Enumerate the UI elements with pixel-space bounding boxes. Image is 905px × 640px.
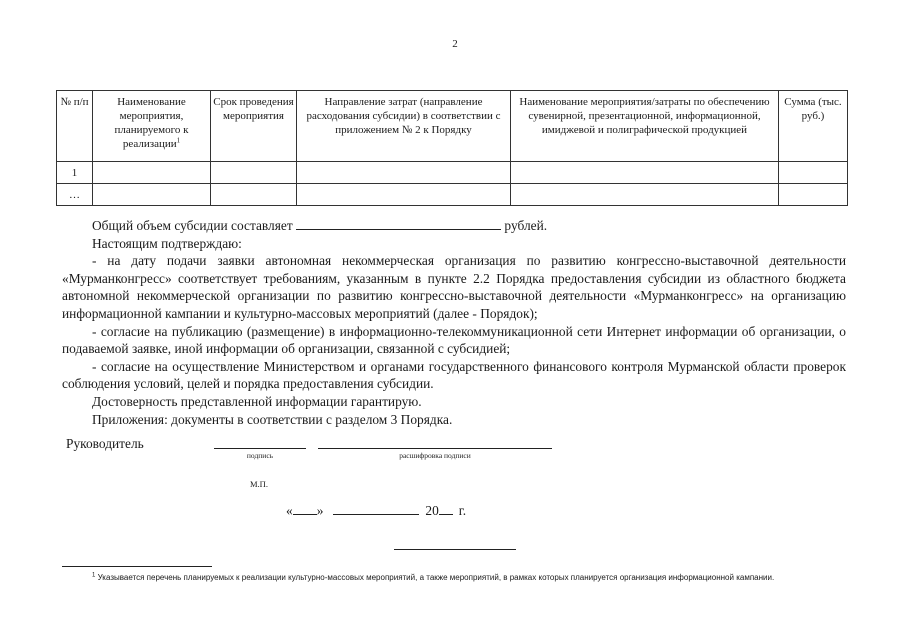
confirm-line: Настоящим подтверждаю: (92, 235, 242, 251)
table-header-row (57, 91, 848, 162)
footnote-mark: 1 (92, 572, 96, 579)
extra-blank-line (394, 549, 516, 550)
footnote (62, 572, 822, 584)
table-cell: 1 (57, 162, 93, 184)
confirm-item-inspections: - согласие на осуществление Министерством и органами государственного финансового контроля Мурманской области проверок соблюдения условий, целей и порядка предоставления субсидии. (62, 358, 846, 392)
date-line: « » 20 г. (286, 503, 467, 518)
header-event-date: Срок проведения мероприятия (211, 91, 297, 162)
table-cell (297, 184, 511, 206)
decoding-caption: расшифровка подписи (399, 451, 471, 460)
table-cell (779, 184, 848, 206)
table-cell (297, 162, 511, 184)
year-blank (439, 502, 453, 515)
table-cell (211, 184, 297, 206)
body-text (62, 217, 846, 428)
confirm-item-requirements: - на дату подачи заявки автономная некоммерческая организация по развитию конгрессно-выставочной деятельности «Мурманконгресс» соответствует требованиям, указанным в пункте 2.2 Порядка предоставления субсидии из областного бюджета автономной некоммерческой организации по развитию конгрессно-выставочной деятельности «Мурманконгресс» на организацию информационной кампании и культурно-массовых мероприятий (далее - Порядок); (62, 253, 846, 321)
events-table (56, 90, 848, 206)
header-number: № п/п (57, 91, 93, 162)
total-amount-blank (296, 217, 501, 230)
table-row (57, 162, 848, 184)
header-expense-direction: Направление затрат (направление расходования субсидии) в соответствии с приложением № 2 к Порядку (297, 91, 511, 162)
header-product-costs: Наименование мероприятия/затраты по обеспечению сувенирной, презентационной, информационной, имиджевой и полиграфической продукцией (511, 91, 779, 162)
table-cell (93, 184, 211, 206)
name-decoding-blank (318, 448, 552, 449)
stamp-place: М.П. (250, 479, 268, 489)
signature-caption: подпись (246, 451, 274, 460)
header-event-name: Наименование мероприятия, планируемого к реализации$^1$ (93, 91, 211, 162)
table-cell: … (57, 184, 93, 206)
attachments-line: Приложения: документы в соответствии с разделом 3 Порядка. (92, 411, 453, 427)
signature-blank (214, 448, 306, 449)
footnote-ref: 1 (176, 136, 181, 145)
footnote-text: Указывается перечень планируемых к реализации культурно-массовых мероприятий, а также мероприятий, в рамках которых планируется организация информационной кампании. (97, 573, 775, 582)
reliability-line: Достоверность представленной информации гарантирую. (92, 393, 422, 409)
month-blank (333, 502, 419, 515)
page-number: 2 (452, 38, 458, 50)
table-cell (93, 162, 211, 184)
table-cell (211, 162, 297, 184)
footnote-separator (62, 566, 212, 567)
table-row (57, 184, 848, 206)
table-cell (511, 184, 779, 206)
total-subsidy-line: Общий объем субсидии составляет рублей. (92, 218, 548, 233)
confirm-item-publication: - согласие на публикацию (размещение) в информационно-телекоммуникационной сети Интернет информации об организации, о подаваемой заявке, иной информации об организации, связанной с субсидией; (62, 323, 846, 357)
table-cell (511, 162, 779, 184)
table-cell (779, 162, 848, 184)
day-blank (293, 502, 317, 515)
header-amount: Сумма (тыс. руб.) (779, 91, 848, 162)
signatory-role: Руководитель (66, 436, 144, 451)
